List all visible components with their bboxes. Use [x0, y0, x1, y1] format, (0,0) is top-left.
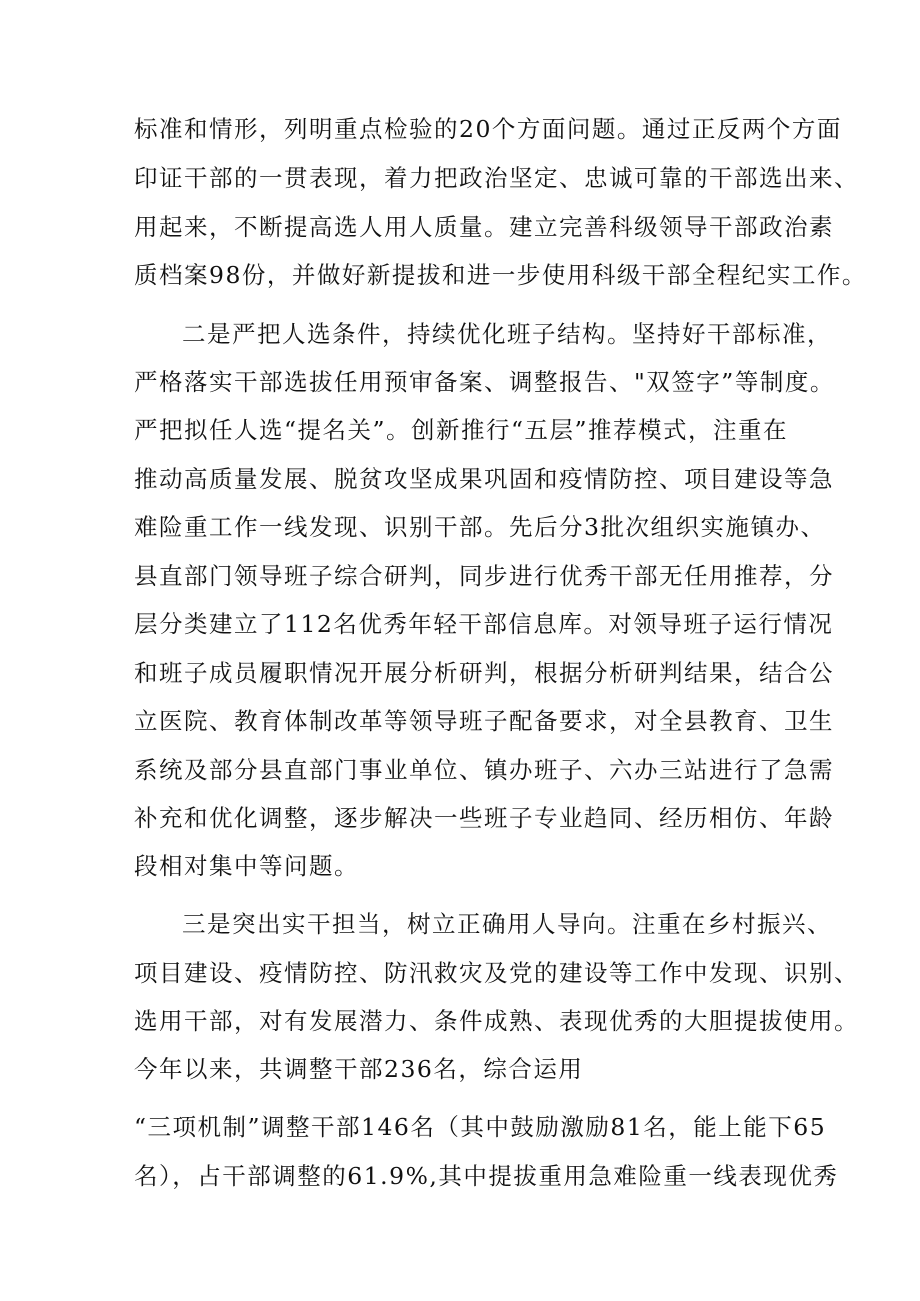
text-line: 标准和情形，列明重点检验的20个方面问题。通过正反两个方面: [134, 115, 842, 143]
text-line: 三是突出实干担当，树立正确用人导向。注重在乡村振兴、: [182, 910, 832, 938]
text-line: 立医院、教育体制改革等领导班子配备要求，对全县教育、卫生: [134, 707, 834, 735]
text-line: 层分类建立了112名优秀年轻干部信息库。对领导班子运行情况: [134, 610, 834, 638]
text-line: 段相对集中等问题。: [134, 852, 359, 880]
text-line: 质档案98份，并做好新提拔和进一步使用科级干部全程纪实工作。: [134, 261, 867, 289]
text-line: 系统及部分县直部门事业单位、镇办班子、六办三站进行了急需: [134, 756, 834, 784]
text-line: 今年以来，共调整干部236名，综合运用: [134, 1055, 584, 1083]
text-line: 印证干部的一贯表现，着力把政治坚定、忠诚可靠的干部选出来、: [134, 164, 859, 192]
text-line: 项目建设、疫情防控、防汛救灾及党的建设等工作中发现、识别、: [134, 959, 859, 987]
text-line: “三项机制”调整干部146名（其中鼓励激励81名，能上能下65: [134, 1113, 827, 1141]
text-line: 名），占干部调整的61.9%,其中提拔重用急难险重一线表现优秀: [134, 1162, 839, 1190]
text-line: 补充和优化调整，逐步解决一些班子专业趋同、经历相仿、年龄: [134, 804, 834, 832]
text-line: 选用干部，对有发展潜力、条件成熟、表现优秀的大胆提拔使用。: [134, 1007, 859, 1035]
text-line: 严格落实干部选拔任用预审备案、调整报告、"双签字”等制度。: [134, 368, 835, 396]
text-line: 和班子成员履职情况开展分析研判，根据分析研判结果，结合公: [134, 659, 834, 687]
text-line: 难险重工作一线发现、识别干部。先后分3批次组织实施镇办、: [134, 513, 826, 541]
text-line: 县直部门领导班子综合研判，同步进行优秀干部无任用推荐，分: [134, 562, 834, 590]
text-line: 严把拟任人选“提名关”。创新推行“五层”推荐模式，注重在: [134, 416, 789, 444]
text-line: 二是严把人选条件，持续优化班子结构。坚持好干部标准，: [182, 320, 832, 348]
text-line: 用起来，不断提高选人用人质量。建立完善科级领导干部政治素: [134, 213, 834, 241]
text-line: 推动高质量发展、脱贫攻坚成果巩固和疫情防控、项目建设等急: [134, 465, 834, 493]
